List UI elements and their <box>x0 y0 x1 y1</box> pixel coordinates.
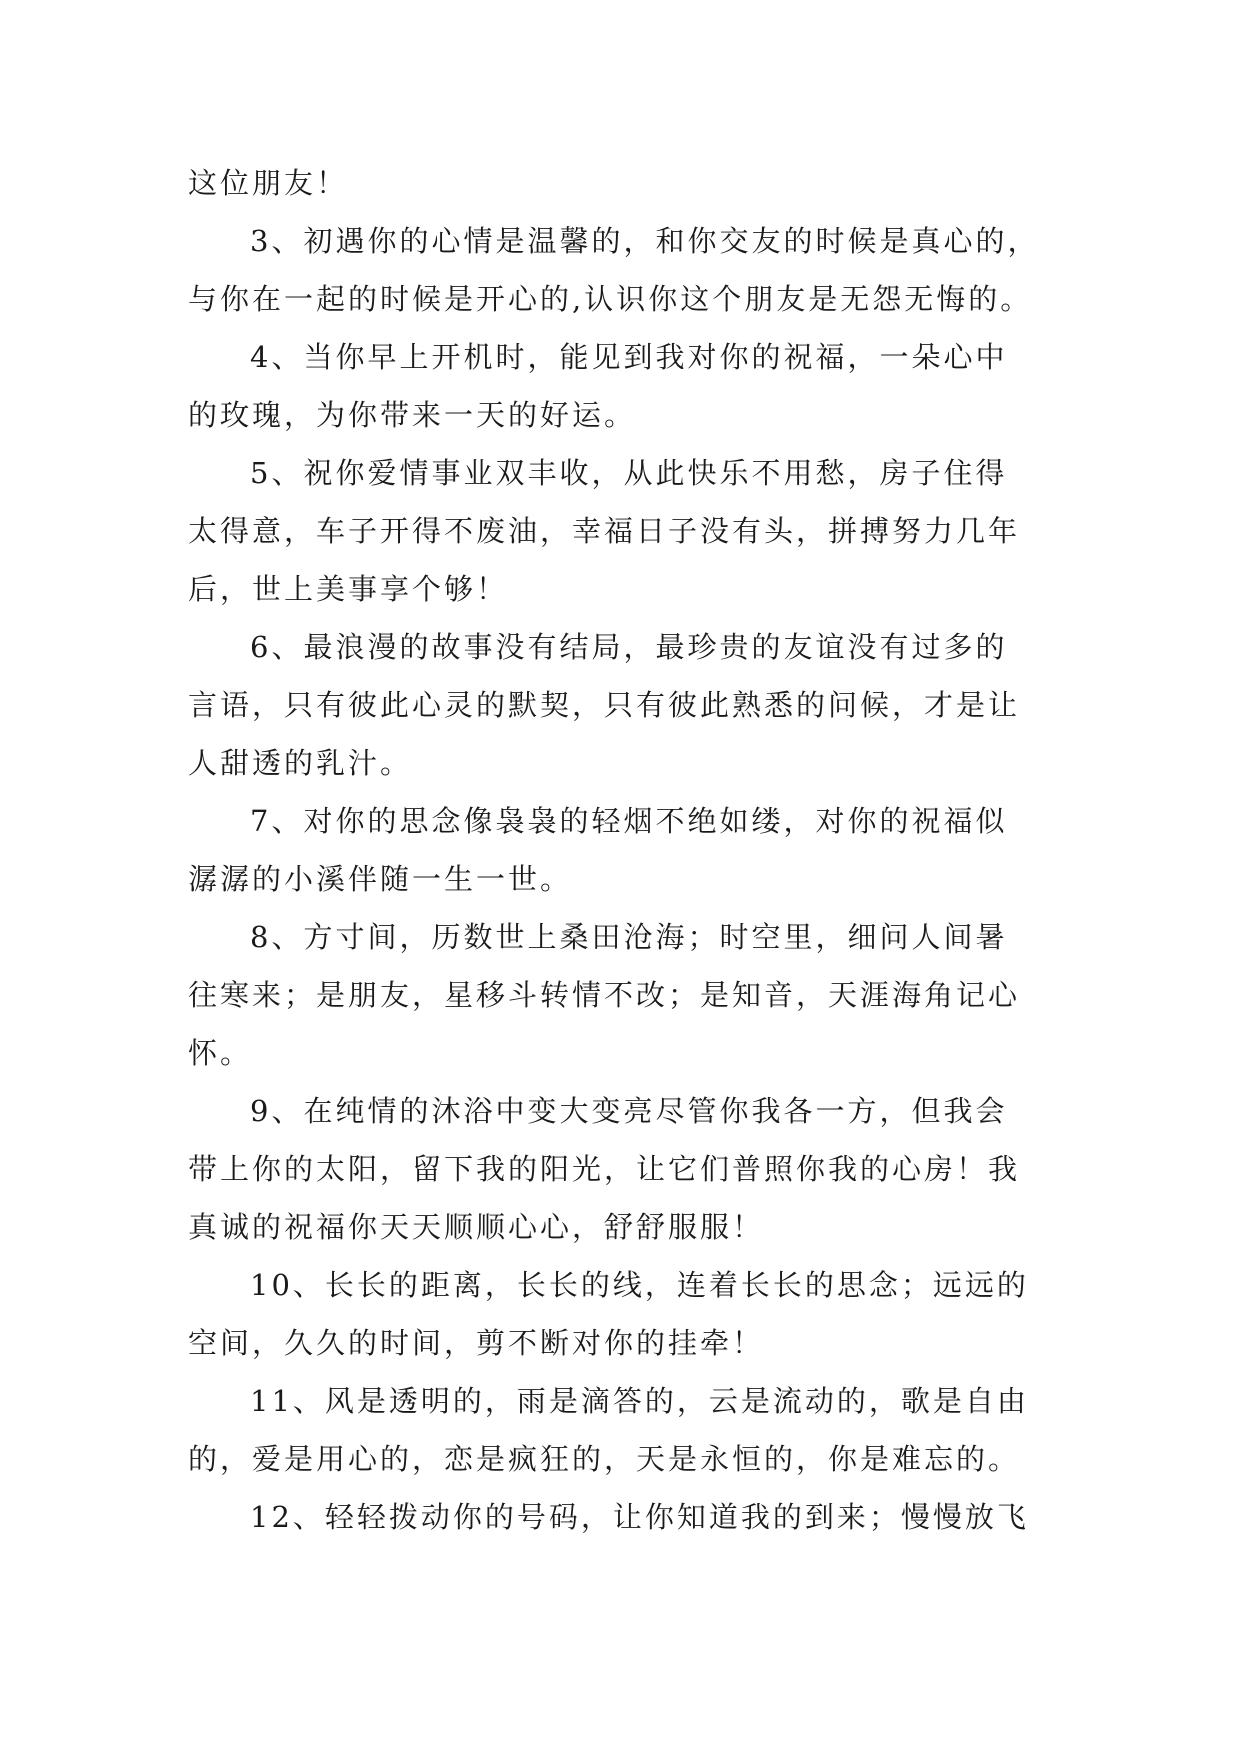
paragraph-5-line-1: 5、祝你爱情事业双丰收，从此快乐不用愁，房子住得 <box>250 456 1008 490</box>
text-line: 空间，久久的时间，剪不断对你的挂牵！ <box>188 1326 765 1360</box>
paragraph-11-line-1: 11、风是透明的，雨是滴答的，云是流动的，歌是自由 <box>250 1384 1029 1418</box>
text-line: 与你在一起的时候是开心的,认识你这个朋友是无怨无悔的。 <box>188 282 1033 316</box>
text-line: 后，世上美事享个够！ <box>188 572 509 606</box>
text-line: 这位朋友！ <box>188 166 349 200</box>
paragraph-4-line-1: 4、当你早上开机时，能见到我对你的祝福，一朵心中 <box>250 340 1008 374</box>
paragraph-12-line-1: 12、轻轻拨动你的号码，让你知道我的到来；慢慢放飞 <box>250 1500 1029 1534</box>
text-line: 怀。 <box>188 1036 253 1070</box>
text-line: 带上你的太阳，留下我的阳光，让它们普照你我的心房！我 <box>188 1152 1021 1186</box>
text-line: 往寒来；是朋友，星移斗转情不改；是知音，天涯海角记心 <box>188 978 1021 1012</box>
text-line: 言语，只有彼此心灵的默契，只有彼此熟悉的问候，才是让 <box>188 688 1021 722</box>
paragraph-7-line-1: 7、对你的思念像袅袅的轻烟不绝如缕，对你的祝福似 <box>250 804 1008 838</box>
text-line: 的玫瑰，为你带来一天的好运。 <box>188 398 637 432</box>
paragraph-9-line-1: 9、在纯情的沐浴中变大变亮尽管你我各一方，但我会 <box>250 1094 1008 1128</box>
paragraph-3-line-1: 3、初遇你的心情是温馨的，和你交友的时候是真心的， <box>250 224 1040 258</box>
text-line: 真诚的祝福你天天顺顺心心，舒舒服服！ <box>188 1210 765 1244</box>
text-line: 人甜透的乳汁。 <box>188 746 413 780</box>
text-line: 的，爱是用心的，恋是疯狂的，天是永恒的，你是难忘的。 <box>188 1442 1021 1476</box>
text-line: 太得意，车子开得不废油，幸福日子没有头，拼搏努力几年 <box>188 514 1021 548</box>
paragraph-8-line-1: 8、方寸间，历数世上桑田沧海；时空里，细问人间暑 <box>250 920 1008 954</box>
text-line: 潺潺的小溪伴随一生一世。 <box>188 862 573 896</box>
paragraph-6-line-1: 6、最浪漫的故事没有结局，最珍贵的友谊没有过多的 <box>250 630 1008 664</box>
document-body <box>188 154 1068 1546</box>
paragraph-10-line-1: 10、长长的距离，长长的线，连着长长的思念；远远的 <box>250 1268 1029 1302</box>
